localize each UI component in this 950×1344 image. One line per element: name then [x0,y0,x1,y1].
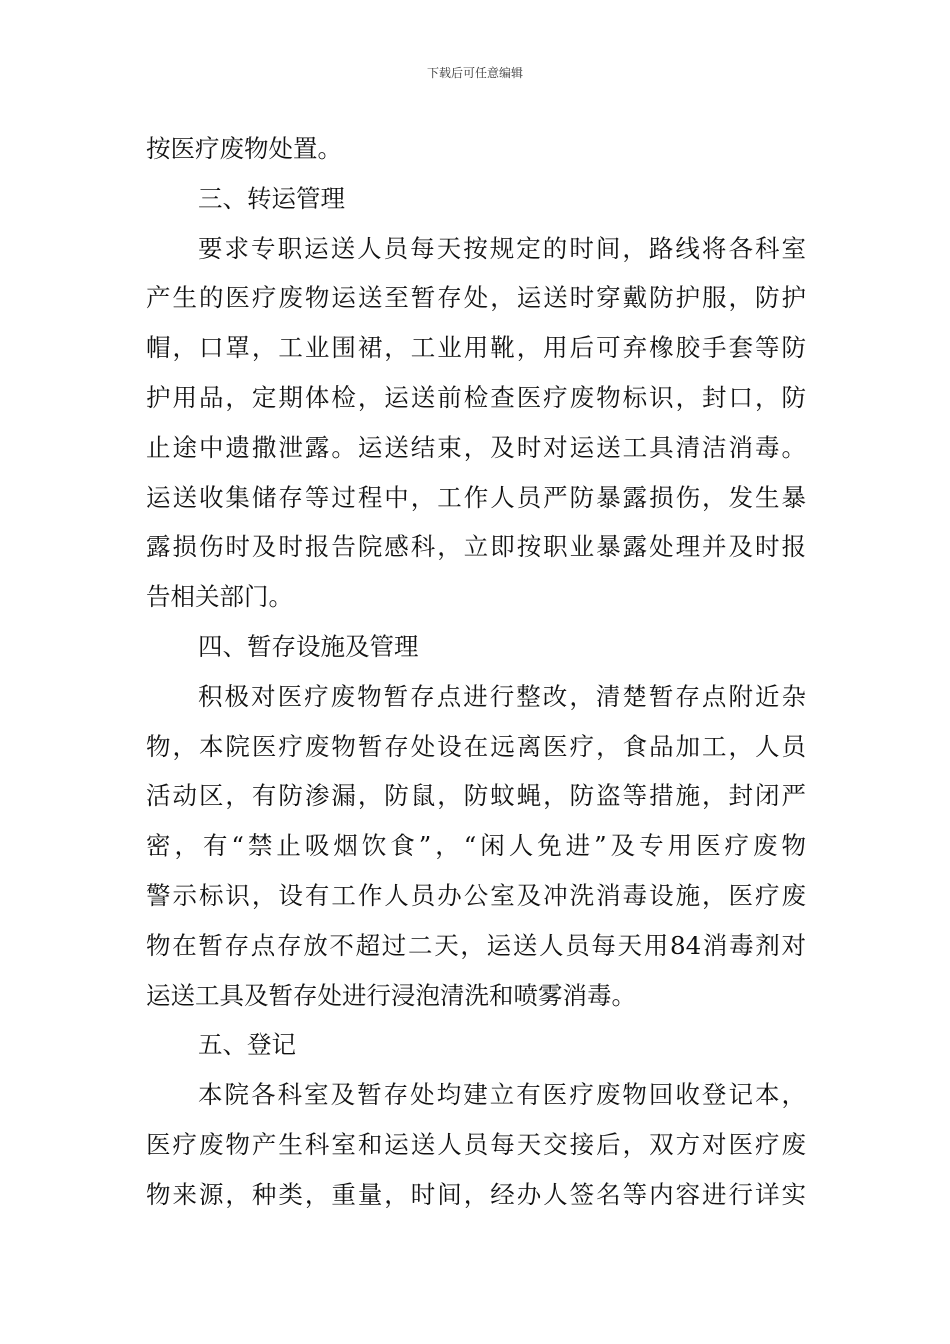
paragraph-line: 露损伤时及时报告院感科，立即按职业暴露处理并及时报 [146,532,806,562]
paragraph-line: 止途中遗撒泄露。运送结束，及时对运送工具清洁消毒。 [146,432,806,462]
paragraph-line: 医疗废物产生科室和运送人员每天交接后，双方对医疗废 [146,1129,806,1159]
paragraph-line: 本院各科室及暂存处均建立有医疗废物回收登记本， [198,1080,806,1110]
paragraph-line: 运送收集储存等过程中，工作人员严防暴露损伤，发生暴 [146,482,806,512]
paragraph-line: 帽，口罩，工业围裙，工业用靴，用后可弃橡胶手套等防 [146,333,806,363]
paragraph-line: 要求专职运送人员每天按规定的时间，路线将各科室 [198,233,806,263]
paragraph-line: 护用品，定期体检，运送前检查医疗废物标识，封口，防 [146,382,806,412]
paragraph-line: 产生的医疗废物运送至暂存处，运送时穿戴防护服，防护 [146,283,806,313]
paragraph-line: 积极对医疗废物暂存点进行整改，清楚暂存点附近杂 [198,681,806,711]
section-heading-storage: 四、暂存设施及管理 [198,631,419,661]
paragraph-line: 物，本院医疗废物暂存处设在远离医疗，食品加工，人员 [146,731,806,761]
paragraph-line: 物来源，种类，重量，时间，经办人签名等内容进行详实 [146,1179,806,1209]
paragraph-line: 运送工具及暂存处进行浸泡清洗和喷雾消毒。 [146,980,636,1010]
paragraph-line: 物在暂存点存放不超过二天，运送人员每天用84消毒剂对 [146,930,806,960]
section-heading-transport: 三、转运管理 [198,183,345,213]
paragraph-line: 告相关部门。 [146,582,293,612]
paragraph-line: 密，有“禁止吸烟饮食”，“闲人免进”及专用医疗废物 [146,831,806,861]
page-header-note: 下载后可任意编辑 [426,66,523,80]
section-heading-registration: 五、登记 [198,1030,296,1060]
document-body [146,124,806,1220]
paragraph-line: 警示标识，设有工作人员办公室及冲洗消毒设施，医疗废 [146,880,806,910]
paragraph-line: 按医疗废物处置。 [146,134,342,163]
paragraph-line: 活动区，有防渗漏，防鼠，防蚊蝇，防盗等措施，封闭严 [146,781,806,811]
